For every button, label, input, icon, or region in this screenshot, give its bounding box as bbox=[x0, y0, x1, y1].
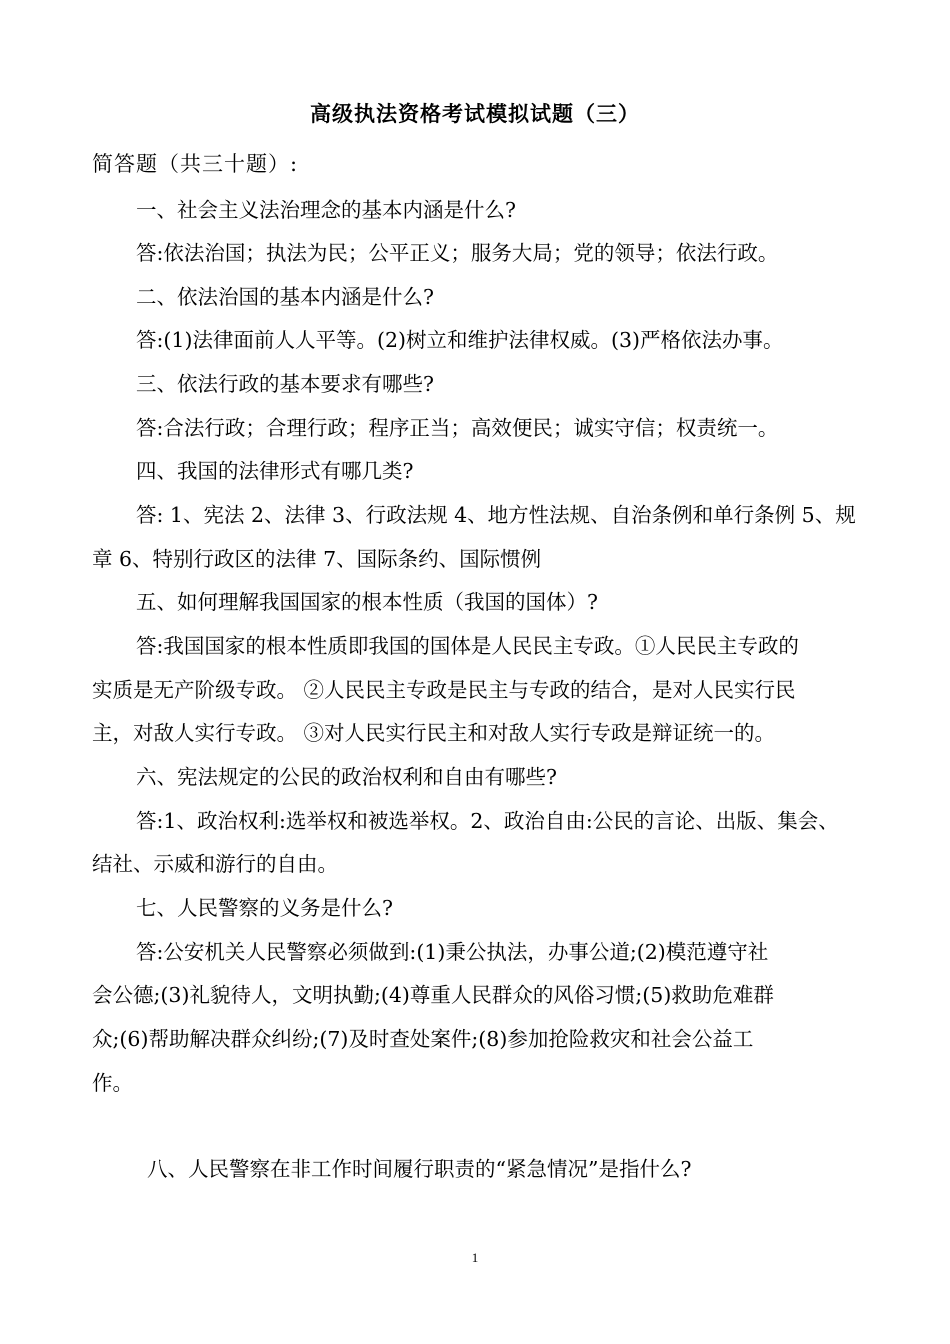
answer-3: 答:合法行政；合理行政；程序正当；高效便民；诚实守信；权责统一。 bbox=[136, 416, 779, 440]
question-1: 一、社会主义法治理念的基本内涵是什么? bbox=[136, 198, 516, 222]
answer-6-line-1: 答:1、政治权利:选举权和被选举权。2、政治自由:公民的言论、出版、集会、 bbox=[136, 809, 839, 833]
question-7: 七、人民警察的义务是什么? bbox=[136, 896, 393, 920]
question-2: 二、依法治国的基本内涵是什么? bbox=[136, 285, 434, 309]
question-8: 八、人民警察在非工作时间履行职责的“紧急情况”是指什么? bbox=[147, 1157, 692, 1181]
answer-7-line-1: 答:公安机关人民警察必须做到:(1)秉公执法，办事公道;(2)模范遵守社 bbox=[136, 940, 769, 964]
question-4: 四、我国的法律形式有哪几类? bbox=[136, 459, 414, 483]
answer-5-line-1: 答:我国国家的根本性质即我国的国体是人民民主专政。①人民民主专政的 bbox=[136, 634, 799, 658]
answer-7-line-2: 会公德;(3)礼貌待人，文明执勤;(4)尊重人民群众的风俗习惯;(5)救助危难群 bbox=[92, 983, 774, 1007]
answer-2: 答:(1)法律面前人人平等。(2)树立和维护法律权威。(3)严格依法办事。 bbox=[136, 328, 784, 352]
page-number: 1 bbox=[471, 1250, 479, 1265]
answer-5-line-2: 实质是无产阶级专政。 ②人民民主专政是民主与专政的结合，是对人民实行民 bbox=[92, 678, 796, 702]
answer-1: 答:依法治国；执法为民；公平正义；服务大局；党的领导；依法行政。 bbox=[136, 241, 779, 265]
answer-6-line-2: 结社、示威和游行的自由。 bbox=[92, 852, 338, 876]
question-5: 五、如何理解我国国家的根本性质（我国的国体）? bbox=[136, 590, 598, 614]
question-3: 三、依法行政的基本要求有哪些? bbox=[136, 372, 434, 396]
answer-7-line-3: 众;(6)帮助解决群众纠纷;(7)及时查处案件;(8)参加抢险救灾和社会公益工 bbox=[92, 1027, 754, 1051]
answer-7-line-4: 作。 bbox=[92, 1071, 133, 1095]
answer-4-line-2: 章 6、特别行政区的法律 7、国际条约、国际惯例 bbox=[92, 547, 542, 571]
document-title: 高级执法资格考试模拟试题（三） bbox=[310, 101, 640, 126]
answer-5-line-3: 主，对敌人实行专政。 ③对人民实行民主和对敌人实行专政是辩证统一的。 bbox=[92, 721, 776, 745]
answer-4-line-1: 答: 1、宪法 2、法律 3、行政法规 4、地方性法规、自治条例和单行条例 5、规 bbox=[136, 503, 856, 527]
question-6: 六、宪法规定的公民的政治权利和自由有哪些? bbox=[136, 765, 557, 789]
section-heading: 简答题（共三十题）: bbox=[92, 152, 299, 176]
